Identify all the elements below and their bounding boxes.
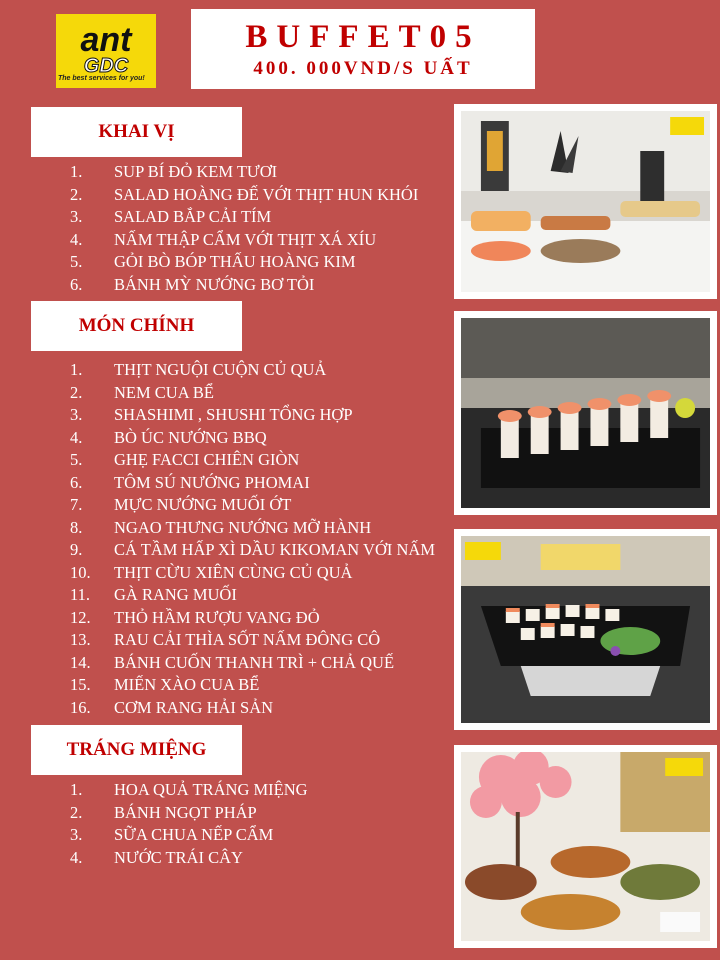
list-item: 14. BÁNH CUỐN THANH TRÌ + CHẢ QUẾ bbox=[70, 652, 395, 672]
list-item: 3. SHASHIMI , SHUSHI TỔNG HỢP bbox=[70, 405, 353, 424]
section-heading-trang-mieng: TRÁNG MIỆNG bbox=[31, 725, 242, 775]
list-item: 5. GHẸ FACCI CHIÊN GIÒN bbox=[70, 450, 300, 469]
buffet-photo-1 bbox=[454, 104, 717, 299]
khai-vi-list bbox=[70, 161, 418, 296]
mon-chinh-list bbox=[70, 359, 435, 719]
list-item: 8. NGAO THƯNG NƯỚNG MỠ HÀNH bbox=[70, 517, 372, 537]
list-item: 6. TÔM SÚ NƯỚNG PHOMAI bbox=[70, 472, 310, 492]
list-item: 4. BÒ ÚC NƯỚNG BBQ bbox=[70, 427, 267, 447]
list-item: 4. NƯỚC TRÁI CÂY bbox=[70, 847, 243, 867]
list-item: 13. RAU CẢI THÌA SỐT NẤM ĐÔNG CÔ bbox=[70, 630, 381, 649]
buffet-price: 400. 000VND/S UẤT bbox=[253, 58, 473, 79]
list-item: 2. BÁNH NGỌT PHÁP bbox=[70, 802, 257, 822]
list-item: 10. THỊT CỪU XIÊN CÙNG CỦ QUẢ bbox=[70, 562, 353, 582]
buffet-photo-3 bbox=[454, 529, 717, 730]
buffet-photo-2 bbox=[454, 311, 717, 515]
list-item: 12. THỎ HẦM RƯỢU VANG ĐỎ bbox=[70, 607, 320, 627]
list-item: 5. GỎI BÒ BÓP THẤU HOÀNG KIM bbox=[70, 252, 356, 271]
list-item: 9. CÁ TẦM HẤP XÌ DẦU KIKOMAN VỚI NẤM bbox=[70, 540, 435, 559]
list-item: 6. BÁNH MỲ NƯỚNG BƠ TỎI bbox=[70, 274, 315, 294]
list-item: 15. MIẾN XÀO CUA BỂ bbox=[70, 675, 260, 694]
trang-mieng-list bbox=[70, 779, 308, 869]
logo-sub-text: GDC bbox=[83, 55, 129, 77]
section-heading-mon-chinh: MÓN CHÍNH bbox=[31, 301, 242, 351]
list-item: 3. SỮA CHUA NẾP CẨM bbox=[70, 825, 274, 844]
list-item: 16. CƠM RANG HẢI SẢN bbox=[70, 697, 274, 717]
section-heading-khai-vi: KHAI VỊ bbox=[31, 107, 242, 157]
list-item: 3. SALAD BẮP CẢI TÍM bbox=[70, 207, 272, 226]
list-item: 2. NEM CUA BỂ bbox=[70, 382, 214, 402]
list-item: 1. THỊT NGUỘI CUỘN CỦ QUẢ bbox=[70, 360, 327, 379]
buffet-photo-4 bbox=[454, 745, 717, 948]
logo-brand-text: ant bbox=[80, 21, 132, 59]
list-item: 1. SUP BÍ ĐỎ KEM TƯƠI bbox=[70, 162, 278, 181]
list-item: 7. MỰC NƯỚNG MUỐI ỚT bbox=[70, 495, 292, 514]
logo-tagline: The best services for you! bbox=[58, 75, 145, 82]
list-item: 4. NẤM THẬP CẨM VỚI THỊT XÁ XÍU bbox=[70, 229, 377, 249]
buffet-title: BUFFET05 bbox=[245, 19, 481, 55]
title-box bbox=[191, 9, 535, 89]
list-item: 2. SALAD HOÀNG ĐẾ VỚI THỊT HUN KHÓI bbox=[70, 184, 419, 204]
list-item: 11. GÀ RANG MUỐI bbox=[70, 585, 237, 604]
list-item: 1. HOA QUẢ TRÁNG MIỆNG bbox=[70, 780, 308, 799]
